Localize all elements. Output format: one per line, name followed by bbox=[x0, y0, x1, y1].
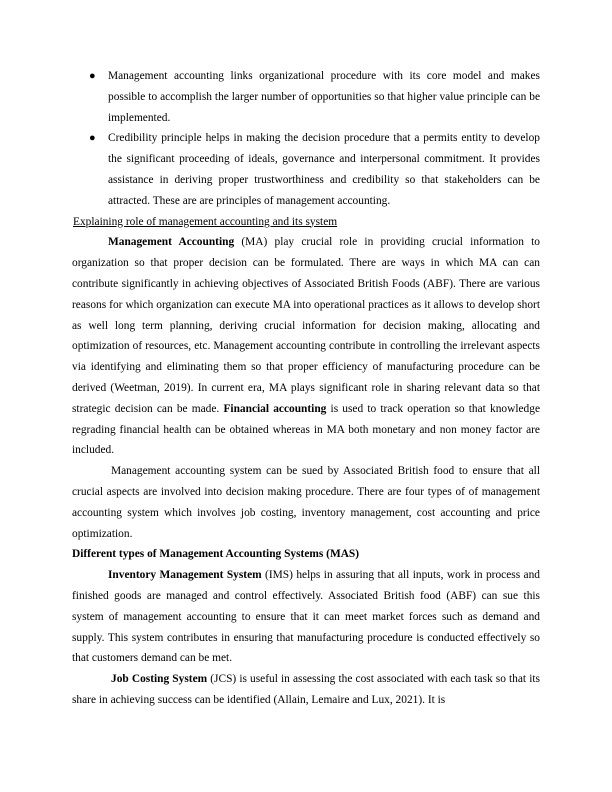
bold-term: Inventory Management System bbox=[108, 569, 262, 582]
bullet-item bbox=[72, 128, 540, 211]
paragraph-inventory-management bbox=[72, 565, 540, 669]
paragraph-text: is used to track operation so that knowledge regrading financial health can be obtained whereas in MA both monetary and non money factor are included. bbox=[72, 402, 540, 457]
bullet-dot-icon: ● bbox=[89, 132, 96, 145]
page-content bbox=[72, 66, 540, 711]
bold-term: Management Accounting bbox=[108, 236, 235, 249]
section-heading: Explaining role of management accounting and its system bbox=[73, 215, 338, 228]
bold-term: Financial accounting bbox=[223, 402, 327, 415]
subheading-mas-types: Different types of Management Accounting Systems (MAS) bbox=[72, 548, 360, 561]
paragraph-text: (JCS) is useful in assessing the cost associated with each task so that its share in achieving success can be identified (Allain, Lemaire and Lux, 2021). It is bbox=[72, 673, 540, 706]
bullet-text: Management accounting links organizational procedure with its core model and makes possible to accomplish the larger number of opportunities so that higher value principle can be implemented. bbox=[108, 70, 540, 124]
bullet-list bbox=[72, 66, 540, 212]
bullet-item bbox=[72, 66, 540, 128]
bold-term: Job Costing System bbox=[111, 673, 208, 686]
paragraph-job-costing bbox=[72, 669, 540, 711]
paragraph-text: Management accounting system can be sued by Associated British food to ensure that all crucial aspects are involved into decision making procedure. There are four types of of management accounting system which involves job costing, inventory management, cost accounting and price optimization. bbox=[72, 465, 540, 540]
paragraph-management-accounting bbox=[72, 232, 540, 461]
bullet-text: Credibility principle helps in making the decision procedure that a permits entity to develop the significant proceeding of ideals, governance and interpersonal commitment. It provides assistance in deriving proper trustworthiness and credibility so that stakeholders can be attracted. These are are principles of management accounting. bbox=[108, 132, 540, 207]
paragraph-text: (IMS) helps in assuring that all inputs, work in process and finished goods are managed and control effectively. Associated British food (ABF) can sue this system of management accounting to ensure that it can meet market forces such as demand and supply. This system contributes in ensuring that manufacturing procedure is conducted effectively so that customers demand can be met. bbox=[72, 569, 540, 665]
paragraph-text: (MA) play crucial role in providing crucial information to organization so that proper decision can be formulated. There are ways in which MA can can contribute significantly in achieving objectives of Associated British Foods (ABF). There are various reasons for which organization can execute MA into operational practices as it allows to develop short as well long term planning, deriving crucial information for decision making, allocating and optimization of resources, etc. Management accounting contribute in controlling the irrelevant aspects via identifying and eliminating them so that proper efficiency of manufacturing procedure can be derived (Weetman, 2019). In current era, MA plays significant role in sharing relevant data so that strategic decision can be made. bbox=[72, 236, 541, 415]
bullet-dot-icon: ● bbox=[89, 70, 96, 82]
paragraph-mas bbox=[72, 461, 540, 544]
